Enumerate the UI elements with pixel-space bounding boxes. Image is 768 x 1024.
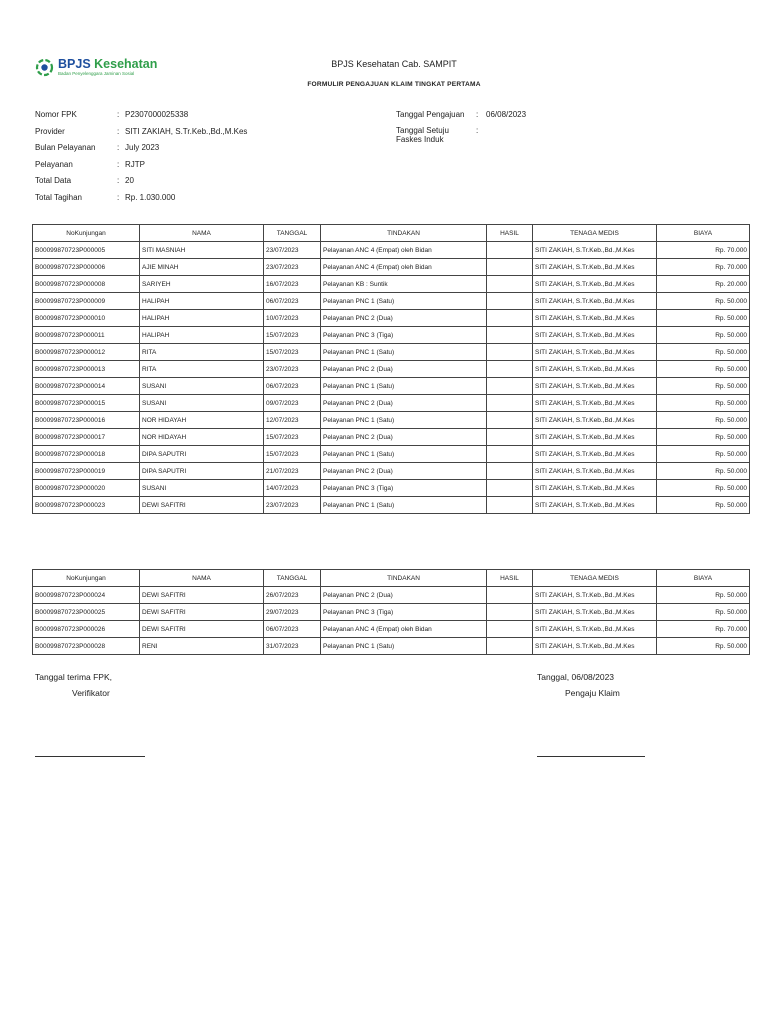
branch-title: BPJS Kesehatan Cab. SAMPIT: [331, 59, 457, 69]
action-cell: Pelayanan PNC 1 (Satu): [321, 638, 487, 655]
medical-staff-cell: SITI ZAKIAH, S.Tr.Keb.,Bd.,M.Kes: [533, 638, 657, 655]
result-cell: [487, 497, 533, 514]
logo-subtitle: Badan Penyelenggara Jaminan Sosial: [58, 71, 135, 76]
result-cell: [487, 638, 533, 655]
visit-date-cell: 26/07/2023: [264, 587, 321, 604]
date-header: TANGGAL: [264, 570, 321, 587]
patient-name-cell: DIPA SAPUTRI: [140, 463, 264, 480]
submission-date-label: Tanggal, 06/08/2023: [537, 672, 615, 682]
cost-cell: Rp. 50.000: [657, 310, 750, 327]
info-value: July 2023: [125, 143, 160, 153]
action-cell: Pelayanan ANC 4 (Empat) oleh Bidan: [321, 259, 487, 276]
result-cell: [487, 604, 533, 621]
cost-header: BIAYA: [657, 225, 750, 242]
visit-date-cell: 06/07/2023: [264, 378, 321, 395]
medical-staff-cell: SITI ZAKIAH, S.Tr.Keb.,Bd.,M.Kes: [533, 480, 657, 497]
info-label-line2: Faskes Induk: [396, 135, 444, 144]
result-cell: [487, 327, 533, 344]
patient-name-cell: HALIPAH: [140, 310, 264, 327]
visit-number-cell: B00099870723P000012: [33, 344, 140, 361]
cost-cell: Rp. 50.000: [657, 361, 750, 378]
cost-cell: Rp. 50.000: [657, 604, 750, 621]
visit-date-cell: 21/07/2023: [264, 463, 321, 480]
table-row: [33, 259, 750, 276]
cost-cell: Rp. 50.000: [657, 446, 750, 463]
medical-staff-cell: SITI ZAKIAH, S.Tr.Keb.,Bd.,M.Kes: [533, 259, 657, 276]
visit-date-cell: 29/07/2023: [264, 604, 321, 621]
result-cell: [487, 480, 533, 497]
patient-name-cell: NOR HIDAYAH: [140, 429, 264, 446]
action-cell: Pelayanan PNC 2 (Dua): [321, 395, 487, 412]
claimant-label: Pengaju Klaim: [565, 688, 620, 698]
medical-staff-cell: SITI ZAKIAH, S.Tr.Keb.,Bd.,M.Kes: [533, 604, 657, 621]
info-value: 06/08/2023: [486, 110, 527, 119]
claims-table-2: [32, 569, 750, 655]
cost-cell: Rp. 70.000: [657, 242, 750, 259]
action-cell: Pelayanan PNC 1 (Satu): [321, 412, 487, 429]
cost-cell: Rp. 50.000: [657, 344, 750, 361]
cost-cell: Rp. 50.000: [657, 497, 750, 514]
patient-name-cell: RENI: [140, 638, 264, 655]
table-header-row: [33, 570, 750, 587]
action-cell: Pelayanan PNC 2 (Dua): [321, 361, 487, 378]
info-value: P2307000025338: [125, 110, 189, 119]
table-row: [33, 463, 750, 480]
action-cell: Pelayanan PNC 2 (Dua): [321, 463, 487, 480]
table-row: [33, 242, 750, 259]
patient-name-cell: SARIYEH: [140, 276, 264, 293]
info-value: RJTP: [125, 159, 145, 169]
action-cell: Pelayanan ANC 4 (Empat) oleh Bidan: [321, 242, 487, 259]
info-label: Tanggal Pengajuan: [396, 110, 465, 119]
patient-name-cell: HALIPAH: [140, 293, 264, 310]
visit-number-cell: B00099870723P000026: [33, 621, 140, 638]
action-cell: Pelayanan PNC 1 (Satu): [321, 378, 487, 395]
table-row: [33, 587, 750, 604]
visit-number-cell: B00099870723P000016: [33, 412, 140, 429]
name-header: NAMA: [140, 570, 264, 587]
visit-number-cell: B00099870723P000015: [33, 395, 140, 412]
medical-staff-cell: SITI ZAKIAH, S.Tr.Keb.,Bd.,M.Kes: [533, 361, 657, 378]
visit-date-cell: 31/07/2023: [264, 638, 321, 655]
action-cell: Pelayanan PNC 3 (Tiga): [321, 480, 487, 497]
medical-staff-cell: SITI ZAKIAH, S.Tr.Keb.,Bd.,M.Kes: [533, 344, 657, 361]
visit-date-cell: 15/07/2023: [264, 327, 321, 344]
result-cell: [487, 429, 533, 446]
result-cell: [487, 395, 533, 412]
cost-cell: Rp. 50.000: [657, 412, 750, 429]
result-cell: [487, 259, 533, 276]
action-cell: Pelayanan PNC 1 (Satu): [321, 497, 487, 514]
visit-number-cell: B00099870723P000024: [33, 587, 140, 604]
medical-staff-cell: SITI ZAKIAH, S.Tr.Keb.,Bd.,M.Kes: [533, 497, 657, 514]
cost-cell: Rp. 50.000: [657, 378, 750, 395]
patient-name-cell: SUSANI: [140, 480, 264, 497]
table-row: [33, 621, 750, 638]
result-cell: [487, 361, 533, 378]
action-header: TINDAKAN: [321, 225, 487, 242]
info-label: Tanggal Setuju: [396, 126, 449, 135]
cost-cell: Rp. 70.000: [657, 621, 750, 638]
patient-name-cell: HALIPAH: [140, 327, 264, 344]
action-cell: Pelayanan PNC 1 (Satu): [321, 446, 487, 463]
result-cell: [487, 412, 533, 429]
medical-staff-header: TENAGA MEDIS: [533, 225, 657, 242]
visit-number-header: NoKunjungan: [33, 225, 140, 242]
cost-cell: Rp. 50.000: [657, 429, 750, 446]
medical-staff-cell: SITI ZAKIAH, S.Tr.Keb.,Bd.,M.Kes: [533, 276, 657, 293]
result-cell: [487, 621, 533, 638]
form-title: FORMULIR PENGAJUAN KLAIM TINGKAT PERTAMA: [307, 81, 481, 88]
result-cell: [487, 587, 533, 604]
received-date-label: Tanggal terima FPK,: [35, 672, 113, 682]
table-row: [33, 327, 750, 344]
result-cell: [487, 276, 533, 293]
action-cell: Pelayanan PNC 3 (Tiga): [321, 604, 487, 621]
visit-date-cell: 12/07/2023: [264, 412, 321, 429]
medical-staff-cell: SITI ZAKIAH, S.Tr.Keb.,Bd.,M.Kes: [533, 587, 657, 604]
info-label: Pelayanan: [35, 159, 73, 169]
cost-header: BIAYA: [657, 570, 750, 587]
action-cell: Pelayanan PNC 1 (Satu): [321, 344, 487, 361]
visit-number-cell: B00099870723P000008: [33, 276, 140, 293]
info-value: Rp. 1.030.000: [125, 193, 176, 202]
result-cell: [487, 446, 533, 463]
visit-number-header: NoKunjungan: [33, 570, 140, 587]
action-cell: Pelayanan ANC 4 (Empat) oleh Bidan: [321, 621, 487, 638]
result-cell: [487, 310, 533, 327]
visit-number-cell: B00099870723P000010: [33, 310, 140, 327]
info-value: SITI ZAKIAH, S.Tr.Keb.,Bd.,M.Kes: [125, 126, 248, 136]
visit-number-cell: B00099870723P000006: [33, 259, 140, 276]
patient-name-cell: AJIE MINAH: [140, 259, 264, 276]
visit-date-cell: 15/07/2023: [264, 429, 321, 446]
table-row: [33, 446, 750, 463]
visit-number-cell: B00099870723P000005: [33, 242, 140, 259]
patient-name-cell: DIPA SAPUTRI: [140, 446, 264, 463]
cost-cell: Rp. 20.000: [657, 276, 750, 293]
patient-name-cell: DEWI SAFITRI: [140, 587, 264, 604]
visit-date-cell: 23/07/2023: [264, 259, 321, 276]
table-row: [33, 497, 750, 514]
visit-date-cell: 06/07/2023: [264, 621, 321, 638]
info-label: Nomor FPK: [35, 110, 77, 119]
medical-staff-cell: SITI ZAKIAH, S.Tr.Keb.,Bd.,M.Kes: [533, 378, 657, 395]
claims-table-1: [32, 224, 750, 514]
medical-staff-cell: SITI ZAKIAH, S.Tr.Keb.,Bd.,M.Kes: [533, 293, 657, 310]
cost-cell: Rp. 50.000: [657, 587, 750, 604]
claim-info-right: Tanggal Pengajuan : 06/08/2023 Tanggal Setuju Faskes Induk :: [396, 110, 527, 144]
table-row: [33, 395, 750, 412]
visit-number-cell: B00099870723P000020: [33, 480, 140, 497]
medical-staff-cell: SITI ZAKIAH, S.Tr.Keb.,Bd.,M.Kes: [533, 412, 657, 429]
table-row: [33, 638, 750, 655]
logo-name-bpjs: BPJS: [58, 57, 91, 71]
cost-cell: Rp. 50.000: [657, 327, 750, 344]
visit-date-cell: 15/07/2023: [264, 344, 321, 361]
result-header: HASIL: [487, 225, 533, 242]
medical-staff-cell: SITI ZAKIAH, S.Tr.Keb.,Bd.,M.Kes: [533, 621, 657, 638]
logo-name-kesehatan: Kesehatan: [94, 57, 158, 71]
medical-staff-cell: SITI ZAKIAH, S.Tr.Keb.,Bd.,M.Kes: [533, 327, 657, 344]
patient-name-cell: RITA: [140, 344, 264, 361]
table-row: [33, 344, 750, 361]
cost-cell: Rp. 50.000: [657, 480, 750, 497]
table-row: [33, 378, 750, 395]
visit-date-cell: 16/07/2023: [264, 276, 321, 293]
table-row: [33, 293, 750, 310]
result-cell: [487, 242, 533, 259]
action-cell: Pelayanan PNC 3 (Tiga): [321, 327, 487, 344]
visit-number-cell: B00099870723P000018: [33, 446, 140, 463]
medical-staff-header: TENAGA MEDIS: [533, 570, 657, 587]
info-label: Total Tagihan: [35, 193, 82, 202]
medical-staff-cell: SITI ZAKIAH, S.Tr.Keb.,Bd.,M.Kes: [533, 310, 657, 327]
result-header: HASIL: [487, 570, 533, 587]
info-label: Bulan Pelayanan: [35, 143, 96, 153]
claim-info-left: Nomor FPK : P2307000025338 Provider : SITI ZAKIAH, S.Tr.Keb.,Bd.,M.Kes Bulan Pelayanan : July 2023 Pelayanan : RJTP Total Data : 20 Total Tagihan : Rp. 1.030.000: [35, 110, 248, 202]
table-row: [33, 429, 750, 446]
table-row: [33, 310, 750, 327]
visit-number-cell: B00099870723P000014: [33, 378, 140, 395]
medical-staff-cell: SITI ZAKIAH, S.Tr.Keb.,Bd.,M.Kes: [533, 242, 657, 259]
info-label: Total Data: [35, 176, 72, 186]
date-header: TANGGAL: [264, 225, 321, 242]
action-cell: Pelayanan PNC 2 (Dua): [321, 429, 487, 446]
patient-name-cell: SUSANI: [140, 395, 264, 412]
visit-date-cell: 23/07/2023: [264, 497, 321, 514]
patient-name-cell: SITI MASNIAH: [140, 242, 264, 259]
patient-name-cell: DEWI SAFITRI: [140, 604, 264, 621]
visit-date-cell: 06/07/2023: [264, 293, 321, 310]
claimant-signature-line: [537, 756, 645, 757]
result-cell: [487, 463, 533, 480]
action-cell: Pelayanan PNC 2 (Dua): [321, 310, 487, 327]
action-header: TINDAKAN: [321, 570, 487, 587]
result-cell: [487, 293, 533, 310]
visit-number-cell: B00099870723P000011: [33, 327, 140, 344]
cost-cell: Rp. 50.000: [657, 293, 750, 310]
medical-staff-cell: SITI ZAKIAH, S.Tr.Keb.,Bd.,M.Kes: [533, 395, 657, 412]
visit-number-cell: B00099870723P000013: [33, 361, 140, 378]
visit-date-cell: 23/07/2023: [264, 361, 321, 378]
patient-name-cell: DEWI SAFITRI: [140, 497, 264, 514]
patient-name-cell: DEWI SAFITRI: [140, 621, 264, 638]
visit-number-cell: B00099870723P000017: [33, 429, 140, 446]
medical-staff-cell: SITI ZAKIAH, S.Tr.Keb.,Bd.,M.Kes: [533, 429, 657, 446]
visit-date-cell: 09/07/2023: [264, 395, 321, 412]
visit-number-cell: B00099870723P000025: [33, 604, 140, 621]
patient-name-cell: SUSANI: [140, 378, 264, 395]
info-label: Provider: [35, 126, 65, 136]
patient-name-cell: NOR HIDAYAH: [140, 412, 264, 429]
visit-number-cell: B00099870723P000028: [33, 638, 140, 655]
table-row: [33, 276, 750, 293]
visit-number-cell: B00099870723P000019: [33, 463, 140, 480]
result-cell: [487, 378, 533, 395]
visit-date-cell: 14/07/2023: [264, 480, 321, 497]
result-cell: [487, 344, 533, 361]
visit-number-cell: B00099870723P000023: [33, 497, 140, 514]
table-header-row: [33, 225, 750, 242]
medical-staff-cell: SITI ZAKIAH, S.Tr.Keb.,Bd.,M.Kes: [533, 463, 657, 480]
patient-name-cell: RITA: [140, 361, 264, 378]
verifier-label: Verifikator: [72, 688, 110, 698]
cost-cell: Rp. 50.000: [657, 463, 750, 480]
table-row: [33, 412, 750, 429]
name-header: NAMA: [140, 225, 264, 242]
table-row: [33, 604, 750, 621]
cost-cell: Rp. 70.000: [657, 259, 750, 276]
cost-cell: Rp. 50.000: [657, 638, 750, 655]
visit-date-cell: 23/07/2023: [264, 242, 321, 259]
visit-date-cell: 10/07/2023: [264, 310, 321, 327]
action-cell: Pelayanan PNC 2 (Dua): [321, 587, 487, 604]
table-row: [33, 480, 750, 497]
medical-staff-cell: SITI ZAKIAH, S.Tr.Keb.,Bd.,M.Kes: [533, 446, 657, 463]
action-cell: Pelayanan KB : Suntik: [321, 276, 487, 293]
cost-cell: Rp. 50.000: [657, 395, 750, 412]
info-value: 20: [125, 176, 134, 186]
verifier-signature-line: [35, 756, 145, 757]
visit-date-cell: 15/07/2023: [264, 446, 321, 463]
visit-number-cell: B00099870723P000009: [33, 293, 140, 310]
action-cell: Pelayanan PNC 1 (Satu): [321, 293, 487, 310]
table-row: [33, 361, 750, 378]
